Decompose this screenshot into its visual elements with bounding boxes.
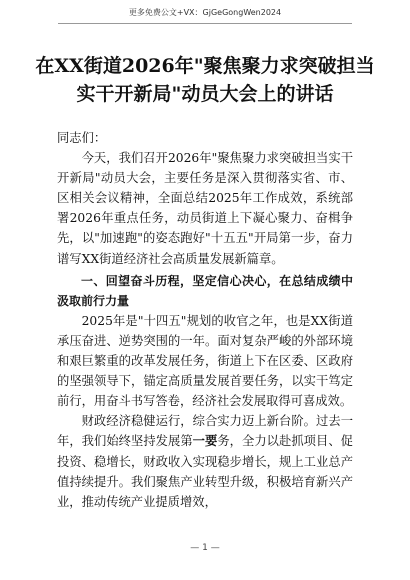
document-title [30, 52, 380, 108]
document-body [57, 128, 353, 512]
section-heading-1: 一、回望奋斗历程，坚定信心决心，在总结成绩中汲取前行力量 [57, 273, 353, 308]
paragraph-3-bold: 一要 [192, 433, 218, 449]
title-line-2: 实干开新局"动员大会上的讲话 [76, 83, 334, 105]
paragraph-3-part-a: 财政经济稳健运行，综合实力迈上新台阶。过去一年，我们始终坚持发展第 [57, 414, 353, 449]
salutation: 同志们： [57, 131, 107, 145]
paragraph-2: 2025年是"十四五"规划的收官之年，也是XX街道承压奋进、逆势突围的一年。面对复杂严峻的外部环境和艰巨繁重的改革发展任务，街道上下在区委、区政府的坚强领导下，锚定高质量发展首要任务，以实干笃定前行，用奋斗书写答卷，经济社会发展取得可喜成效。 [57, 313, 353, 409]
paragraph-1: 今天，我们召开2026年"聚焦聚力求突破担当实干开新局"动员大会，主要任务是深入贯彻落实省、市、区相关会议精神，全面总结2025年工作成效，系统部署2026年重点任务，动员街道上下凝心聚力、奋楫争先，以"加速跑"的姿态跑好"十五五"开局第一步，奋力谱写XX街道经济社会高质量发展新篇章。 [57, 151, 353, 266]
paragraph-3-part-b: 务，全力以赴抓项目、促投资、稳增长，财政收入实现稳步增长，规上工业总产值持续提升。我们聚焦产业转型升级，积极培育新兴产业，推动传统产业提质增效， [57, 434, 353, 509]
page-header: 更多免费公文+VX：GjGeGongWen2024 [128, 8, 282, 17]
title-line-1: 在XX街道2026年"聚焦聚力求突破担当 [35, 55, 375, 77]
paragraph-3 [57, 411, 353, 511]
header-divider [58, 23, 352, 24]
page-number: — 1 — [190, 543, 220, 553]
